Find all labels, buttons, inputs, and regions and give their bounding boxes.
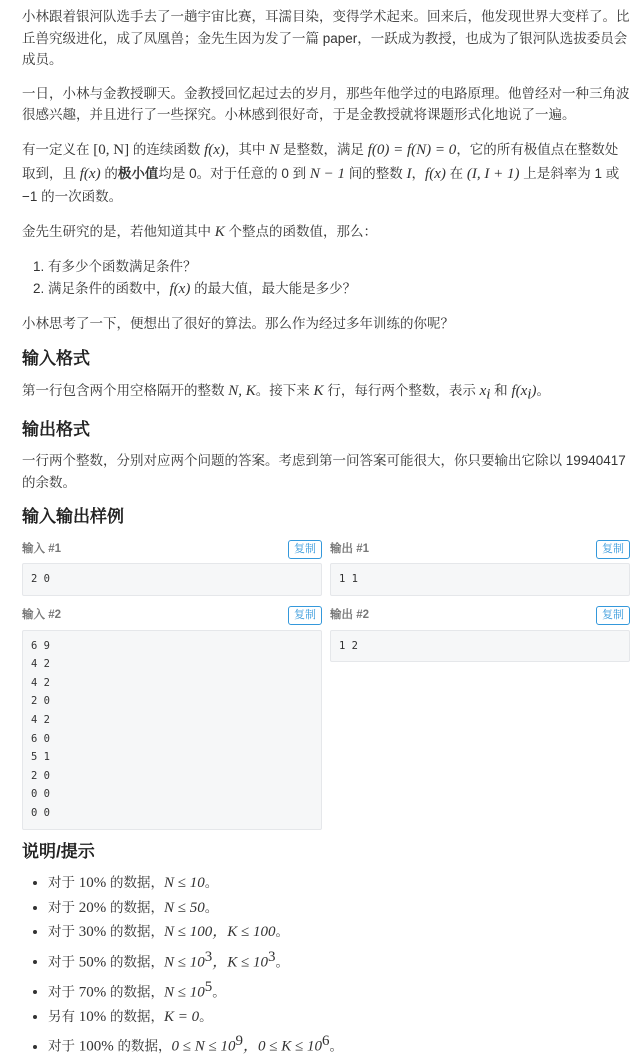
problem-statement <box>22 6 630 1059</box>
copy-output-2-button[interactable]: 复制 <box>596 606 630 625</box>
question-math: K <box>214 223 225 240</box>
story-paragraph-1: 小林跟着银河队选手去了一趟宇宙比赛，耳濡目染，变得学术起来。回来后，他发现世界大变样了。比丘兽究级进化，成了凤凰兽；金先生因为发了一篇 paper，一跃成为教授，也成为了银河队选拔委员会成员。 <box>22 9 630 68</box>
hint-item <box>48 945 630 975</box>
question-item-math: f(x) <box>169 281 191 298</box>
code-line: 5 1 <box>31 751 50 764</box>
hint-text: 的数据， <box>106 984 165 1000</box>
code-line: 4 2 <box>31 676 50 689</box>
hint-math: N ≤ 100 <box>164 924 213 941</box>
question-text: 个整点的函数值，那么： <box>224 223 378 239</box>
sample-input-2 <box>22 604 322 830</box>
input-format-segment: 。接下来 <box>255 382 314 398</box>
sample-input-header <box>22 537 322 561</box>
definition-math: N <box>269 141 280 158</box>
hint-item <box>48 1005 630 1030</box>
sample-output-label: 输出 #2 <box>330 609 369 622</box>
input-format-heading: 输入格式 <box>22 348 90 368</box>
hint-math: 0 ≤ N ≤ 10 <box>171 1038 236 1055</box>
sample-input-code[interactable] <box>22 563 322 596</box>
sample-output-label: 输出 #1 <box>330 542 369 555</box>
input-format-math: K <box>313 382 324 399</box>
input-format-math: f(x <box>511 382 528 399</box>
output-format-heading: 输出格式 <box>22 420 90 440</box>
input-format-segment: 行，每行两个整数，表示 <box>323 382 480 398</box>
sample-input-label: 输入 #1 <box>22 542 61 555</box>
hint-text: 。 <box>199 1008 213 1024</box>
hint-text: 对于 <box>48 954 79 970</box>
hint-text: 。 <box>329 1038 343 1054</box>
copy-output-1-button[interactable]: 复制 <box>596 540 630 559</box>
hint-text: 对于 <box>48 875 79 891</box>
hint-percent: 100% <box>78 1038 114 1055</box>
hint-item <box>48 1029 630 1059</box>
hint-superscript: 5 <box>204 978 213 995</box>
hints-heading: 说明/提示 <box>22 841 95 861</box>
hint-superscript: 6 <box>322 1033 330 1050</box>
definition-text: 间的整数 <box>345 165 407 181</box>
code-line: 2 0 <box>31 573 50 586</box>
hint-text: 另有 <box>48 1008 79 1024</box>
sample-output-code[interactable] <box>330 563 630 596</box>
hint-percent: 70% <box>78 984 107 1001</box>
hint-math: N ≤ 10 <box>164 984 205 1001</box>
code-line: 6 9 <box>31 639 50 652</box>
hints-list <box>22 871 630 1059</box>
code-line: 2 0 <box>31 769 50 782</box>
hint-superscript: 9 <box>235 1033 244 1050</box>
hint-text: 。 <box>204 875 219 891</box>
hint-text: 的数据， <box>106 875 165 891</box>
code-line: 4 2 <box>31 658 50 671</box>
hint-percent: 30% <box>78 924 107 941</box>
definition-math: f(x) <box>425 165 446 182</box>
code-line: 6 0 <box>31 732 50 745</box>
definition-text: 的连续函数 <box>129 141 205 157</box>
input-format-segment: 。 <box>536 382 550 398</box>
question-closing: 小林思考了一下，便想出了很好的算法。那么作为经过多年训练的你呢？ <box>22 316 454 332</box>
sample-input-code[interactable] <box>22 630 322 830</box>
input-format-subscript: i <box>527 386 532 403</box>
definition-text: 有一定义在 <box>22 141 94 157</box>
sample-input-header <box>22 604 322 628</box>
hint-superscript: 3 <box>204 948 213 965</box>
question-item-2 <box>48 277 630 301</box>
hint-math: ，K ≤ 10 <box>212 954 269 971</box>
sample-output-1 <box>330 537 630 596</box>
input-format-math: x <box>479 382 487 399</box>
sample-output-header <box>330 537 630 561</box>
input-format-math: ) <box>531 382 537 399</box>
code-line: 4 2 <box>31 713 50 726</box>
story-paragraph-2: 一日，小林与金教授聊天。金教授回忆起过去的岁月，那些年他学过的电路原理。他曾经对一种三角波很感兴趣，并且进行了一些探究。小林感到很好奇，于是金教授就将课题形式化地说了一遍。 <box>22 85 630 123</box>
definition-text: 是整数，满足 <box>279 141 368 157</box>
hint-text: 对于 <box>48 1038 79 1054</box>
definition-text: 均是 0。对于任意的 0 到 <box>158 165 310 181</box>
hint-text: 。 <box>204 899 219 915</box>
definition-text: ，它的所有极值点在整数处取到，且 <box>22 141 619 181</box>
code-line: 0 0 <box>31 788 50 801</box>
hint-text: 的数据， <box>106 924 165 940</box>
definition-paragraph <box>22 138 630 208</box>
hint-text: 。 <box>212 984 226 1000</box>
copy-input-2-button[interactable]: 复制 <box>288 606 322 625</box>
hint-item <box>48 896 630 921</box>
hint-item <box>48 975 630 1005</box>
sample-output-2 <box>330 604 630 830</box>
sample-pair-2 <box>22 604 630 830</box>
hint-item <box>48 871 630 896</box>
hint-text: 对于 <box>48 924 79 940</box>
definition-math: f(x) <box>204 141 225 158</box>
hint-math: N ≤ 50 <box>164 899 205 916</box>
question-text: 金先生研究的是，若他知道其中 <box>22 223 215 239</box>
definition-math: f(0) = f(N) = 0 <box>367 141 457 158</box>
hint-text: 的数据， <box>106 954 165 970</box>
input-format-segment: 和 <box>490 382 512 398</box>
definition-math: N − 1 <box>309 165 346 182</box>
question-item-text: 有多少个函数满足条件？ <box>48 258 197 274</box>
samples-heading: 输入输出样例 <box>22 507 124 527</box>
hint-text: 的数据， <box>106 899 165 915</box>
question-item-1 <box>48 256 630 278</box>
code-line: 2 0 <box>31 695 50 708</box>
sample-input-1 <box>22 537 322 596</box>
hint-math: ，K ≤ 100 <box>212 924 276 941</box>
definition-math: [0, N] <box>93 141 130 158</box>
definition-text: 在 <box>445 165 467 181</box>
hint-math: ，0 ≤ K ≤ 10 <box>243 1038 322 1055</box>
definition-text: 上是斜率为 1 或 −1 的一次函数。 <box>22 165 620 204</box>
hint-percent: 10% <box>78 1008 107 1025</box>
definition-math: I <box>406 165 412 182</box>
hint-percent: 10% <box>78 875 107 892</box>
sample-input-label: 输入 #2 <box>22 609 61 622</box>
input-format-text <box>22 379 630 407</box>
hint-item <box>48 920 630 945</box>
input-format-segment: 第一行包含两个用空格隔开的整数 <box>22 382 229 398</box>
definition-bold: 极小值 <box>117 165 159 181</box>
sample-pair-1 <box>22 537 630 596</box>
hint-math: N ≤ 10 <box>164 875 205 892</box>
code-line: 1 2 <box>339 639 358 652</box>
hint-text: 对于 <box>48 899 79 915</box>
hint-text: 。 <box>275 924 290 940</box>
question-list <box>22 256 630 302</box>
copy-input-1-button[interactable]: 复制 <box>288 540 322 559</box>
input-format-math: N, K <box>228 382 256 399</box>
input-format-subscript: i <box>486 386 491 403</box>
definition-text: 的 <box>100 165 118 181</box>
sample-output-code[interactable] <box>330 630 630 663</box>
hint-superscript: 3 <box>268 948 276 965</box>
hint-text: 对于 <box>48 984 79 1000</box>
hint-text: 的数据， <box>113 1038 172 1054</box>
code-line: 0 0 <box>31 806 50 819</box>
hint-percent: 50% <box>78 954 107 971</box>
hint-text: 的数据， <box>106 1008 165 1024</box>
hint-text: 。 <box>275 954 290 970</box>
hint-percent: 20% <box>78 899 107 916</box>
question-item-text: 的最大值，最大能是多少？ <box>190 281 357 297</box>
definition-math: f(x) <box>79 165 101 182</box>
sample-output-header <box>330 604 630 628</box>
definition-text: ，其中 <box>224 141 270 157</box>
output-format-text: 一行两个整数，分别对应两个问题的答案。考虑到第一问答案可能很大，你只要输出它除以 19940417 的余数。 <box>22 453 626 490</box>
question-paragraph <box>22 220 630 244</box>
code-line: 1 1 <box>339 573 358 586</box>
question-item-text: 满足条件的函数中， <box>48 281 170 297</box>
definition-math: (I, I + 1) <box>466 165 520 182</box>
hint-math: K = 0 <box>164 1008 200 1025</box>
definition-text: ， <box>411 165 426 181</box>
hint-math: N ≤ 10 <box>164 954 205 971</box>
